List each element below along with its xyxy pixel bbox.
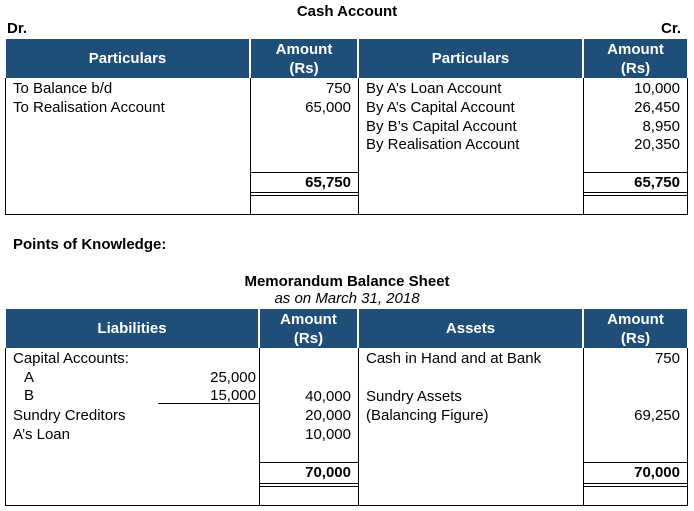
debit-row-particulars: To Balance b/d (13, 80, 113, 97)
cash-asset-amount: 750 (654, 350, 680, 367)
total-rule-bottom (583, 483, 688, 484)
points-heading: Points of Knowledge: (13, 236, 167, 253)
bs-border-left (5, 348, 6, 506)
a-loan-amount: 10,000 (305, 426, 351, 443)
total-rule-double (250, 195, 359, 196)
sundry-assets-amount: 69,250 (634, 407, 680, 424)
header-particulars-left: Particulars (6, 39, 249, 78)
debit-row-amount: 750 (325, 80, 351, 97)
header-assets: Assets (359, 309, 582, 348)
header-particulars-right: Particulars (359, 39, 582, 78)
partner-a-label: A (24, 369, 35, 386)
total-rule-bottom (250, 192, 359, 193)
partner-b-amount: 15,000 (210, 387, 256, 404)
cash-asset-label: Cash in Hand and at Bank (366, 350, 542, 367)
header-amount-right: Amount (Rs) (584, 309, 687, 348)
capital-total: 40,000 (305, 388, 351, 405)
partner-a-amount: 25,000 (210, 369, 256, 386)
sundry-creditors-label: Sundry Creditors (13, 407, 126, 424)
sundry-creditors-amount: 20,000 (305, 407, 351, 424)
cr-label: Cr. (660, 20, 681, 37)
sundry-assets-label: Sundry Assets (366, 388, 462, 405)
credit-row-amount: 10,000 (634, 80, 680, 97)
header-amount-left: Amount (Rs) (251, 39, 357, 78)
partner-b-label: B (24, 387, 35, 404)
header-liabilities: Liabilities (6, 309, 258, 348)
balance-sheet-subtitle: as on March 31, 2018 (274, 290, 420, 307)
assets-total: 70,000 (634, 464, 680, 481)
credit-row-amount: 26,450 (634, 99, 680, 116)
total-rule-double (583, 486, 688, 487)
debit-total: 65,750 (305, 174, 351, 191)
credit-row-particulars: By A’s Loan Account (366, 80, 502, 97)
total-rule-bottom (259, 483, 359, 484)
cash-border-left (5, 78, 6, 215)
credit-row-particulars: By Realisation Account (366, 136, 520, 153)
a-loan-label: A’s Loan (13, 426, 70, 443)
credit-row-amount: 8,950 (642, 118, 680, 135)
credit-row-particulars: By B’s Capital Account (366, 118, 517, 135)
balance-sheet-title: Memorandum Balance Sheet (244, 273, 450, 290)
credit-total: 65,750 (634, 174, 680, 191)
cash-border-bottom (5, 214, 688, 215)
credit-row-amount: 20,350 (634, 136, 680, 153)
header-amount-right: Amount (Rs) (584, 39, 687, 78)
total-rule-top (259, 462, 359, 463)
total-rule-top (583, 462, 688, 463)
cash-account-title: Cash Account (296, 3, 398, 20)
capital-accounts-label: Capital Accounts: (13, 350, 129, 367)
debit-row-particulars: To Realisation Account (13, 99, 165, 116)
balancing-figure-label: (Balancing Figure) (366, 407, 489, 424)
credit-row-particulars: By A’s Capital Account (366, 99, 515, 116)
total-rule-double (583, 195, 688, 196)
total-rule-top (583, 172, 688, 173)
debit-row-amount: 65,000 (305, 99, 351, 116)
liabilities-total: 70,000 (305, 464, 351, 481)
header-amount-left: Amount (Rs) (260, 309, 357, 348)
dr-label: Dr. (7, 20, 28, 37)
total-rule-double (259, 486, 359, 487)
bs-border-bottom (5, 505, 688, 506)
total-rule-top (250, 172, 359, 173)
total-rule-bottom (583, 192, 688, 193)
